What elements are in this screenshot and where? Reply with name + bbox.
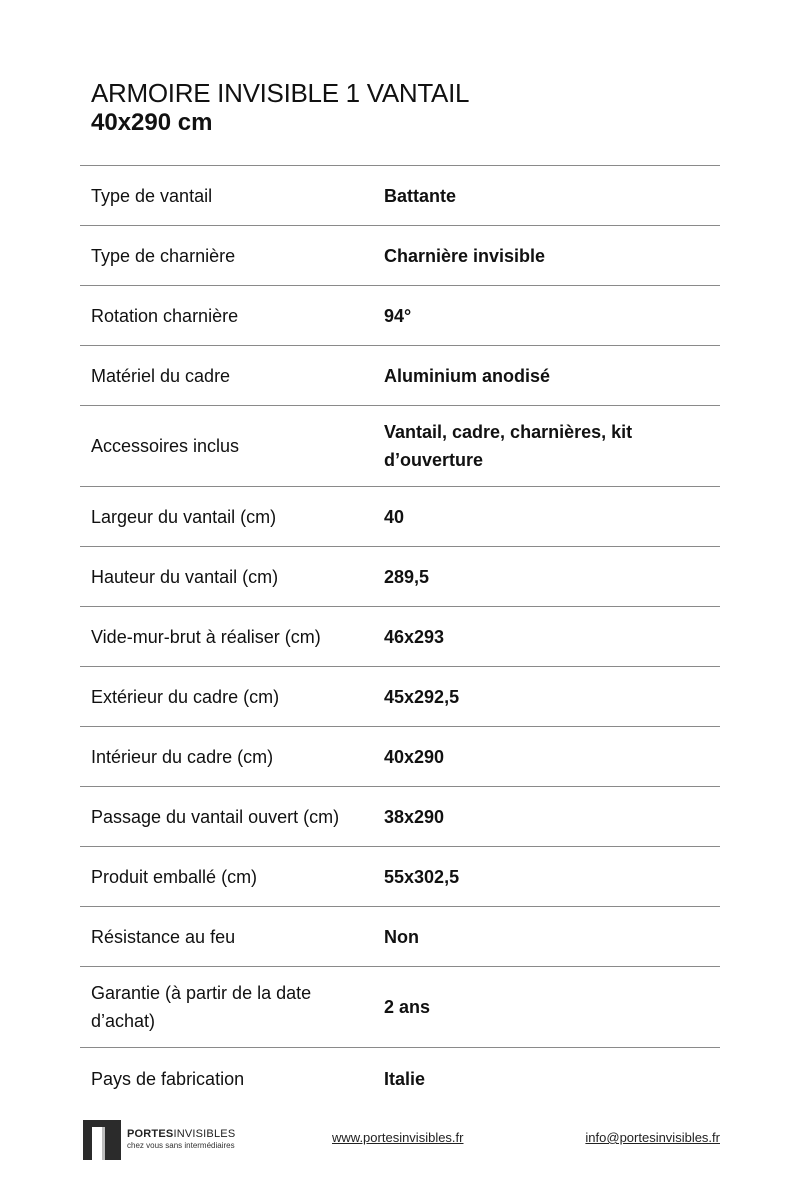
spec-label: Matériel du cadre: [91, 365, 231, 386]
logo-text: [127, 1128, 235, 1152]
product-name: ARMOIRE INVISIBLE 1 VANTAIL: [91, 78, 470, 108]
logo-brand: PORTESINVISIBLES: [127, 1128, 236, 1140]
spec-value: 45x292,5: [384, 686, 460, 707]
spec-row-pays: [80, 1048, 720, 1110]
spec-row-garantie: [80, 967, 720, 1048]
spec-value: 38x290: [384, 806, 445, 827]
spec-value: Italie: [384, 1069, 426, 1089]
spec-label: Extérieur du cadre (cm): [91, 686, 280, 707]
document-title: [91, 78, 469, 138]
product-size: 40x290 cm: [91, 109, 213, 136]
spec-row-hauteur: [80, 547, 720, 607]
spec-row-exterieur: [80, 667, 720, 727]
email-link[interactable]: info@portesinvisibles.fr: [585, 1130, 720, 1145]
spec-value: 2 ans: [384, 997, 431, 1017]
spec-row-interieur: [80, 727, 720, 787]
spec-row-largeur: [80, 487, 720, 547]
door-logo-icon: [83, 1120, 121, 1160]
spec-label: Accessoires inclus: [91, 436, 240, 456]
spec-table: [80, 165, 720, 1110]
spec-value: 40: [384, 506, 405, 527]
spec-label: Type de charnière: [91, 245, 236, 266]
spec-row-type-charniere: [80, 226, 720, 286]
spec-label: Vide-mur-brut à réaliser (cm): [91, 626, 321, 647]
spec-value: Aluminium anodisé: [384, 365, 551, 386]
spec-value: Non: [384, 926, 419, 947]
spec-row-type-vantail: [80, 166, 720, 226]
spec-label: Passage du vantail ouvert (cm): [91, 806, 340, 827]
spec-value: 94°: [384, 305, 412, 326]
spec-label: Pays de fabrication: [91, 1069, 245, 1089]
spec-row-feu: [80, 907, 720, 967]
spec-value: 289,5: [384, 566, 430, 587]
spec-row-passage: [80, 787, 720, 847]
spec-value: Charnière invisible: [384, 245, 546, 266]
spec-label: Garantie (à partir de la date d’achat): [91, 983, 312, 1031]
spec-label: Type de vantail: [91, 185, 213, 206]
spec-value: Vantail, cadre, charnières, kit d’ouverture: [384, 422, 633, 470]
footer: [80, 1118, 720, 1162]
spec-row-emballe: [80, 847, 720, 907]
spec-row-materiel: [80, 346, 720, 406]
spec-label: Rotation charnière: [91, 305, 239, 326]
logo-tagline: chez vous sans intermédiaires: [127, 1141, 235, 1150]
spec-value: 55x302,5: [384, 866, 460, 887]
spec-value: 46x293: [384, 626, 445, 647]
spec-label: Résistance au feu: [91, 926, 236, 947]
spec-value: 40x290: [384, 746, 445, 767]
spec-row-accessoires: [80, 406, 720, 487]
brand-logo: [83, 1120, 235, 1160]
spec-label: Produit emballé (cm): [91, 866, 258, 887]
spec-row-vide-mur: [80, 607, 720, 667]
spec-row-rotation: [80, 286, 720, 346]
spec-label: Largeur du vantail (cm): [91, 506, 277, 527]
spec-label: Hauteur du vantail (cm): [91, 566, 279, 587]
spec-label: Intérieur du cadre (cm): [91, 746, 274, 767]
website-link[interactable]: www.portesinvisibles.fr: [332, 1130, 464, 1145]
spec-value: Battante: [384, 185, 457, 206]
